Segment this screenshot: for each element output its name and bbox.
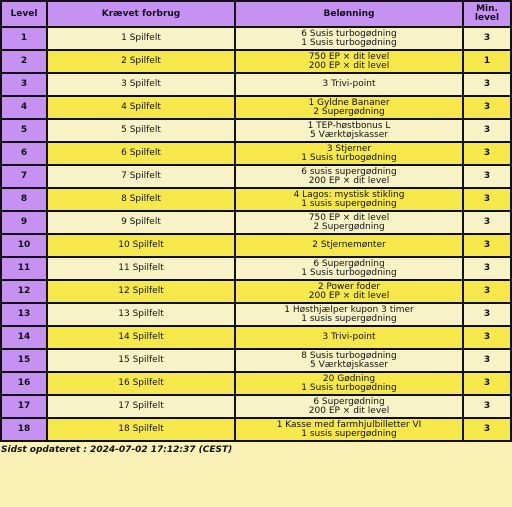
required-cell: 6 Spilfelt xyxy=(47,142,235,165)
header-required: Krævet forbrug xyxy=(47,1,235,27)
required-cell: 4 Spilfelt xyxy=(47,96,235,119)
table-row xyxy=(1,165,511,188)
reward-line: 200 EP × dit level xyxy=(308,175,390,186)
level-cell: 1 xyxy=(1,27,47,50)
required-cell: 12 Spilfelt xyxy=(47,280,235,303)
reward-cell xyxy=(235,326,463,349)
header-reward: Belønning xyxy=(235,1,463,27)
level-cell: 15 xyxy=(1,349,47,372)
required-cell: 17 Spilfelt xyxy=(47,395,235,418)
reward-line: 750 EP × dit level xyxy=(308,212,390,223)
reward-cell xyxy=(235,165,463,188)
min-level-cell: 3 xyxy=(463,257,511,280)
min-level-cell: 3 xyxy=(463,303,511,326)
reward-line: 2 Supergødning xyxy=(313,221,385,232)
min-level-cell: 3 xyxy=(463,234,511,257)
reward-line: 4 Lagos: mystisk stikling xyxy=(293,189,405,200)
required-cell: 13 Spilfelt xyxy=(47,303,235,326)
level-cell: 6 xyxy=(1,142,47,165)
min-level-cell: 3 xyxy=(463,188,511,211)
min-level-cell: 3 xyxy=(463,73,511,96)
level-cell: 2 xyxy=(1,50,47,73)
table-row xyxy=(1,27,511,50)
table-row xyxy=(1,96,511,119)
min-level-cell: 3 xyxy=(463,326,511,349)
required-cell: 7 Spilfelt xyxy=(47,165,235,188)
reward-line: 20 Gødning xyxy=(322,373,376,384)
reward-cell xyxy=(235,280,463,303)
reward-line: 1 susis supergødning xyxy=(301,313,397,324)
table-row xyxy=(1,280,511,303)
table-row xyxy=(1,349,511,372)
level-cell: 18 xyxy=(1,418,47,441)
reward-cell xyxy=(235,96,463,119)
table-row xyxy=(1,372,511,395)
min-level-cell: 3 xyxy=(463,211,511,234)
table-row xyxy=(1,73,511,96)
reward-line: 5 Værktøjskasser xyxy=(310,129,388,140)
reward-line: 3 Stjerner xyxy=(326,143,372,154)
reward-line: 5 Værktøjskasser xyxy=(310,359,388,370)
level-cell: 7 xyxy=(1,165,47,188)
reward-line: 1 Susis turbogødning xyxy=(301,382,397,393)
level-cell: 5 xyxy=(1,119,47,142)
min-level-cell: 3 xyxy=(463,119,511,142)
min-level-cell: 1 xyxy=(463,50,511,73)
required-cell: 9 Spilfelt xyxy=(47,211,235,234)
reward-line: 8 Susis turbogødning xyxy=(301,350,397,361)
level-cell: 11 xyxy=(1,257,47,280)
reward-line: 1 Høsthjælper kupon 3 timer xyxy=(284,304,414,315)
reward-cell xyxy=(235,211,463,234)
table-row xyxy=(1,50,511,73)
reward-line: 1 Susis turbogødning xyxy=(301,152,397,163)
reward-line: 200 EP × dit level xyxy=(308,405,390,416)
reward-line: 200 EP × dit level xyxy=(308,290,390,301)
reward-cell xyxy=(235,303,463,326)
reward-line: 1 susis supergødning xyxy=(301,198,397,209)
reward-cell xyxy=(235,27,463,50)
required-cell: 1 Spilfelt xyxy=(47,27,235,50)
required-cell: 3 Spilfelt xyxy=(47,73,235,96)
required-cell: 16 Spilfelt xyxy=(47,372,235,395)
level-cell: 16 xyxy=(1,372,47,395)
level-cell: 17 xyxy=(1,395,47,418)
reward-cell xyxy=(235,142,463,165)
min-level-cell: 3 xyxy=(463,395,511,418)
level-cell: 3 xyxy=(1,73,47,96)
reward-line: 1 Gyldne Bananer xyxy=(308,97,390,108)
required-cell: 14 Spilfelt xyxy=(47,326,235,349)
table-row xyxy=(1,142,511,165)
min-level-cell: 3 xyxy=(463,372,511,395)
reward-cell xyxy=(235,395,463,418)
level-cell: 10 xyxy=(1,234,47,257)
last-updated: Sidst opdateret : 2024-07-02 17:12:37 (CEST) xyxy=(1,445,233,455)
reward-line: 3 Trivi-point xyxy=(322,332,376,342)
reward-cell xyxy=(235,119,463,142)
reward-line: 2 Supergødning xyxy=(313,106,385,117)
level-cell: 8 xyxy=(1,188,47,211)
required-cell: 8 Spilfelt xyxy=(47,188,235,211)
required-cell: 5 Spilfelt xyxy=(47,119,235,142)
reward-cell xyxy=(235,349,463,372)
reward-line: 1 TEP-høstbonus L xyxy=(307,120,391,131)
table-row xyxy=(1,211,511,234)
reward-line: 2 Power foder xyxy=(317,281,381,292)
reward-line: 1 Susis turbogødning xyxy=(301,37,397,48)
min-level-cell: 3 xyxy=(463,165,511,188)
reward-line: 1 Kasse med farmhjulbilletter VI xyxy=(276,419,422,430)
reward-line: 6 Supergødning xyxy=(313,396,385,407)
level-cell: 12 xyxy=(1,280,47,303)
required-cell: 11 Spilfelt xyxy=(47,257,235,280)
reward-line: 6 Susis turbogødning xyxy=(301,28,397,39)
required-cell: 2 Spilfelt xyxy=(47,50,235,73)
reward-line: 1 susis supergødning xyxy=(301,428,397,439)
min-level-cell: 3 xyxy=(463,96,511,119)
level-cell: 9 xyxy=(1,211,47,234)
reward-cell xyxy=(235,73,463,96)
table-row xyxy=(1,188,511,211)
header-level: Level xyxy=(1,1,47,27)
table-row xyxy=(1,303,511,326)
table-row xyxy=(1,418,511,441)
required-cell: 18 Spilfelt xyxy=(47,418,235,441)
min-level-cell: 3 xyxy=(463,349,511,372)
required-cell: 15 Spilfelt xyxy=(47,349,235,372)
reward-cell xyxy=(235,372,463,395)
reward-line: 2 Stjernemønter xyxy=(312,240,386,250)
reward-line: 6 susis supergødning xyxy=(301,166,397,177)
reward-cell xyxy=(235,50,463,73)
reward-cell xyxy=(235,257,463,280)
required-cell: 10 Spilfelt xyxy=(47,234,235,257)
table-row xyxy=(1,326,511,349)
level-cell: 14 xyxy=(1,326,47,349)
reward-cell xyxy=(235,418,463,441)
min-level-cell: 3 xyxy=(463,142,511,165)
reward-line: 1 Susis turbogødning xyxy=(301,267,397,278)
table-row xyxy=(1,234,511,257)
table-row xyxy=(1,257,511,280)
table-row xyxy=(1,119,511,142)
reward-line: 200 EP × dit level xyxy=(308,60,390,71)
reward-cell xyxy=(235,188,463,211)
reward-line: 750 EP × dit level xyxy=(308,51,390,62)
reward-cell xyxy=(235,234,463,257)
level-cell: 13 xyxy=(1,303,47,326)
table-row xyxy=(1,395,511,418)
reward-line: 6 Supergødning xyxy=(313,258,385,269)
min-level-cell: 3 xyxy=(463,27,511,50)
level-cell: 4 xyxy=(1,96,47,119)
header-min-level: Min. level xyxy=(463,1,511,27)
reward-line: 3 Trivi-point xyxy=(322,79,376,89)
min-level-cell: 3 xyxy=(463,280,511,303)
min-level-cell: 3 xyxy=(463,418,511,441)
